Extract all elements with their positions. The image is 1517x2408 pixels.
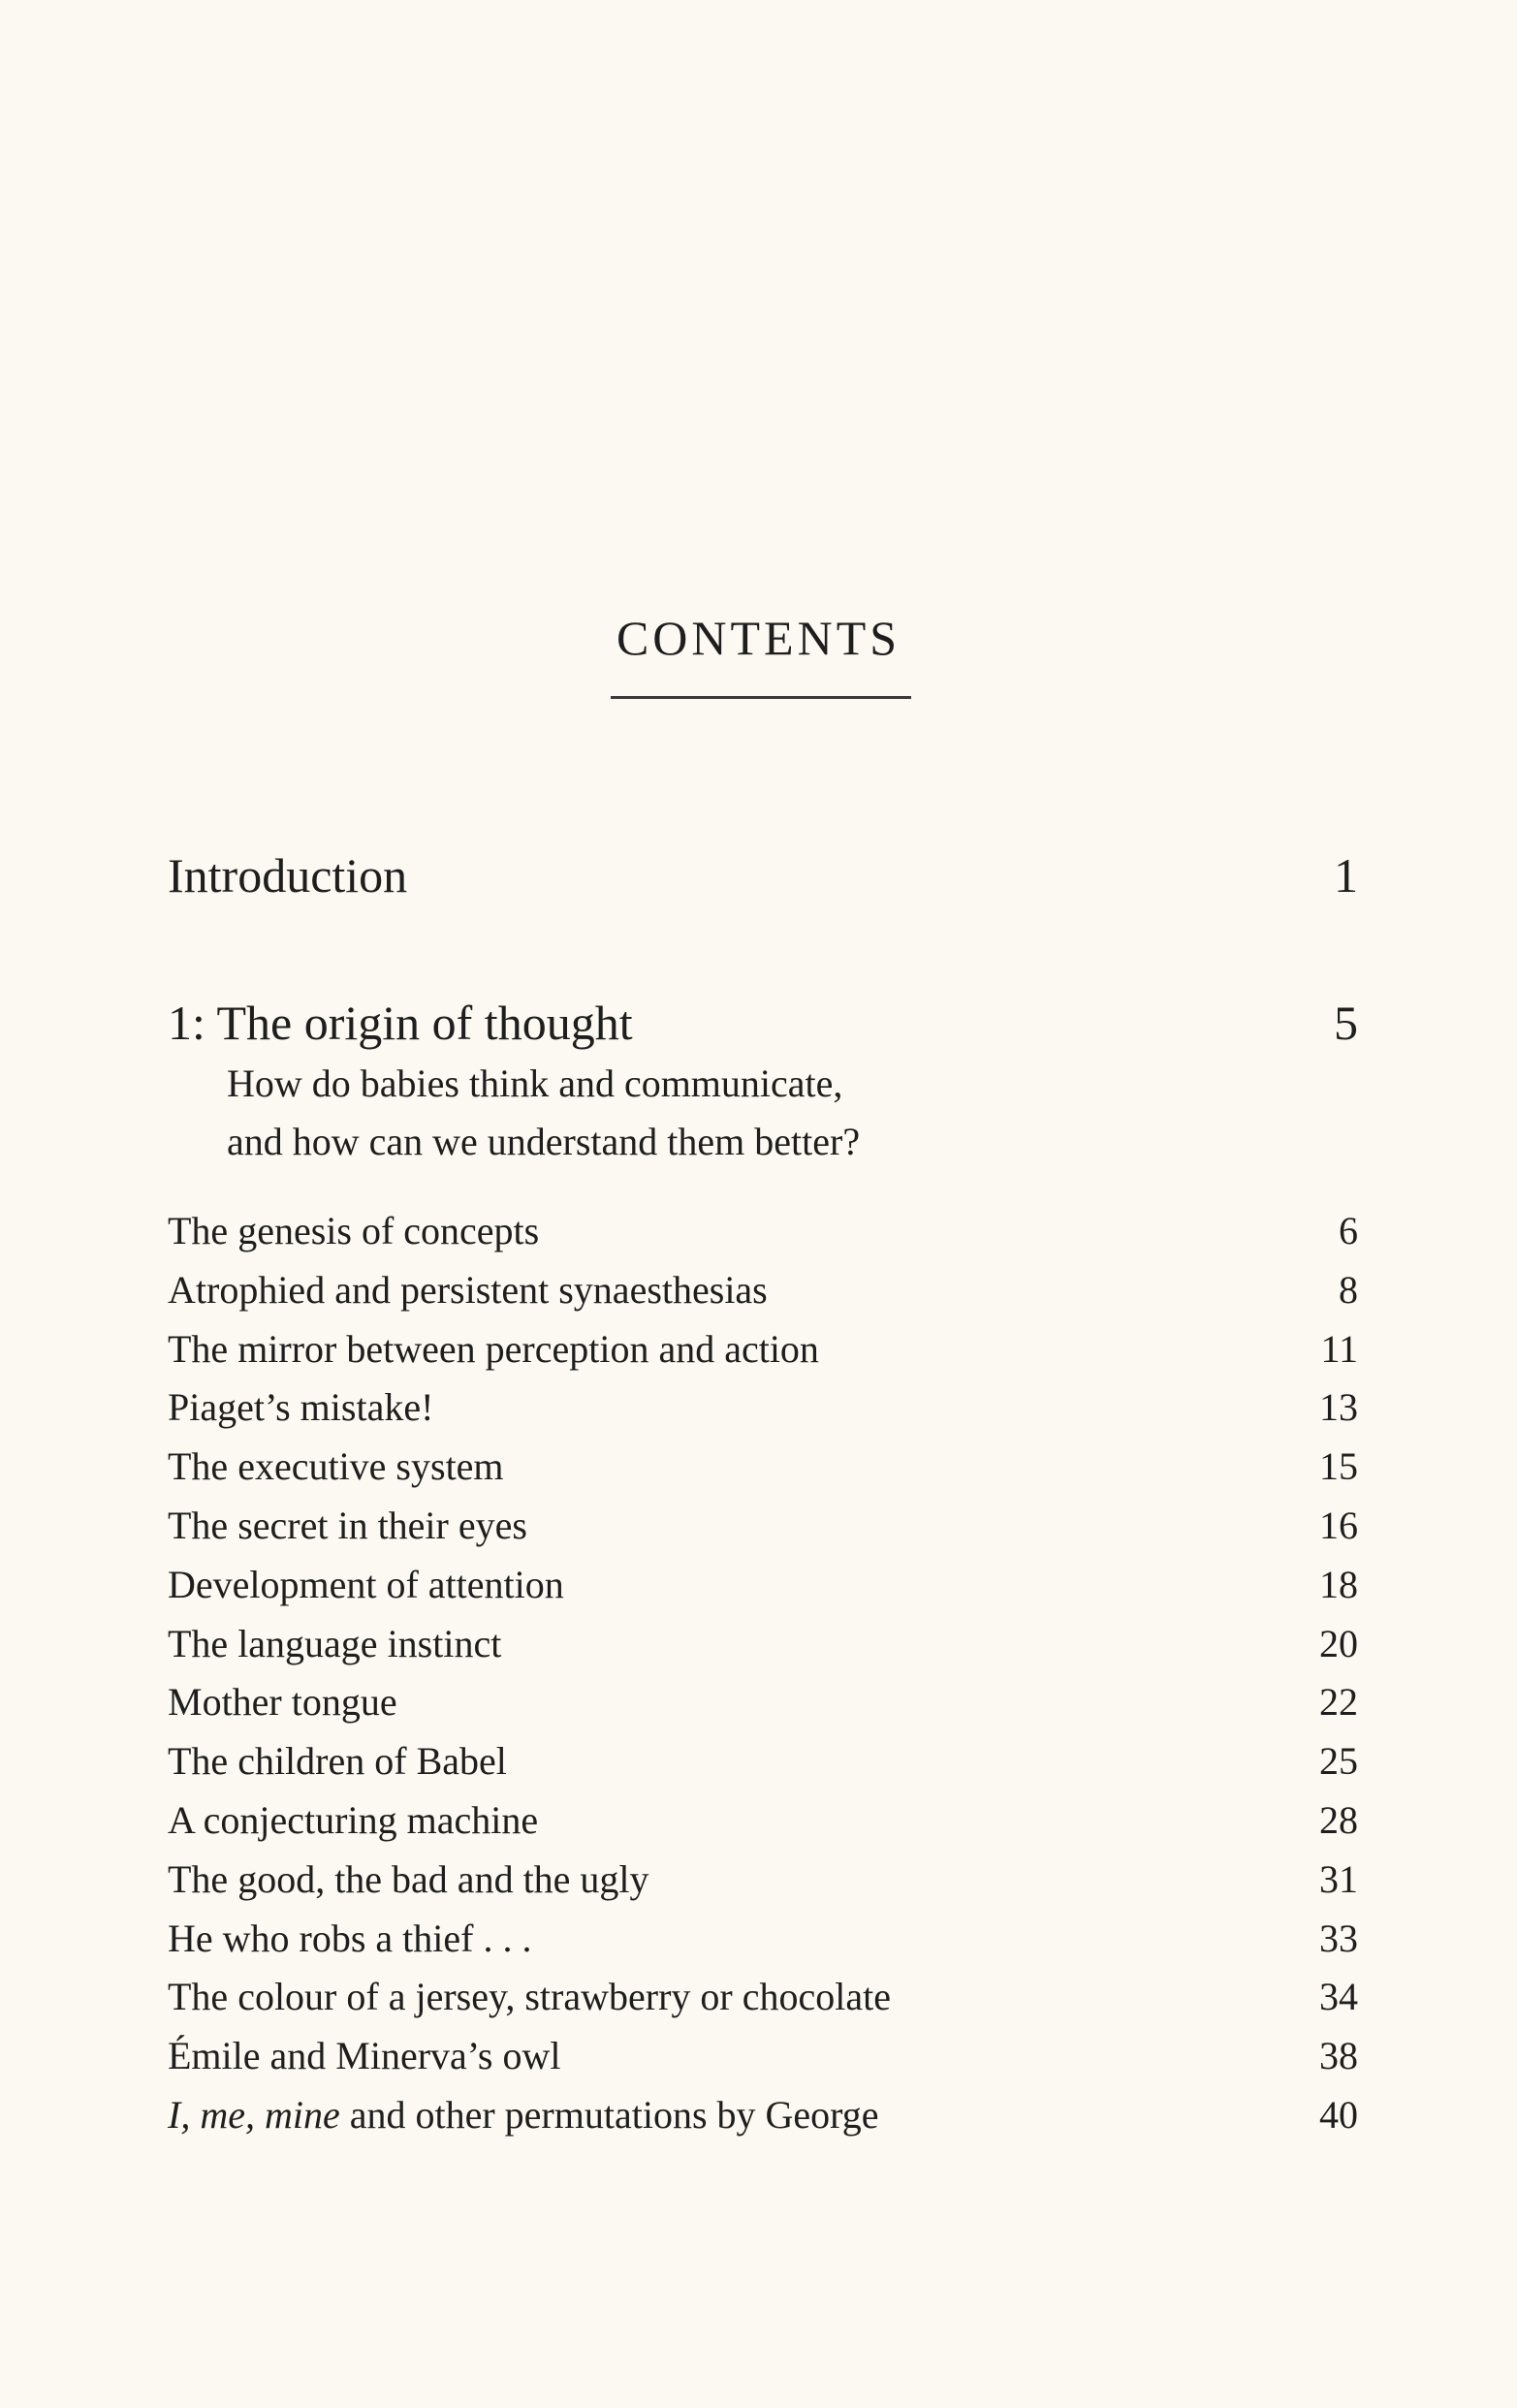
section-title: The good, the bad and the ugly [168, 1856, 649, 1901]
entry-title: Introduction [168, 848, 408, 903]
section-title: Piaget’s mistake! [168, 1385, 434, 1430]
chapter-subtitle-line-2: and how can we understand them better? [227, 1120, 861, 1163]
section-title [168, 2086, 879, 2145]
section-page-number: 18 [1319, 1562, 1358, 1606]
section-title: A conjecturing machine [168, 1797, 539, 1842]
section-title: He who robs a thief . . . [168, 1916, 532, 1960]
section-page-number: 40 [1319, 2092, 1358, 2137]
chapter-title: 1: The origin of thought [168, 996, 633, 1050]
section-page-number: 22 [1319, 1680, 1358, 1725]
section-title: Émile and Minerva’s owl [168, 2034, 561, 2078]
section-page-number: 28 [1319, 1797, 1358, 1842]
section-title: The secret in their eyes [168, 1503, 527, 1547]
section-page-number: 25 [1319, 1739, 1358, 1784]
toc-section-item[interactable] [168, 1202, 1358, 1261]
toc-entry-introduction[interactable] [168, 841, 1358, 909]
chapter-page-number: 5 [1334, 996, 1358, 1050]
section-title: Mother tongue [168, 1680, 397, 1725]
section-page-number: 34 [1319, 1975, 1358, 2019]
section-page-number: 15 [1319, 1444, 1358, 1489]
section-page-number: 13 [1319, 1385, 1358, 1430]
section-page-number: 20 [1319, 1621, 1358, 1665]
toc-section-item[interactable] [168, 1438, 1358, 1497]
entry-page-number: 1 [1334, 848, 1358, 903]
chapter-subtitle-line-1: How do babies think and communicate, [227, 1061, 843, 1105]
section-title: Atrophied and persistent synaesthesias [168, 1267, 768, 1312]
section-page-number: 11 [1320, 1326, 1358, 1371]
title-underline [611, 696, 911, 699]
toc-section-item[interactable] [168, 1556, 1358, 1615]
section-title-rest: and other permutations by George [339, 2092, 879, 2137]
toc-section-item[interactable] [168, 2027, 1358, 2086]
toc-section-item[interactable] [168, 1910, 1358, 1969]
section-title: The colour of a jersey, strawberry or chocolate [168, 1975, 891, 2019]
section-page-number: 8 [1339, 1267, 1358, 1312]
section-page-number: 33 [1319, 1916, 1358, 1960]
section-title: The children of Babel [168, 1739, 507, 1784]
toc-section-item[interactable] [168, 1732, 1358, 1791]
section-page-number: 38 [1319, 2034, 1358, 2078]
toc-section-item[interactable] [168, 1615, 1358, 1674]
toc-section-item[interactable] [168, 1673, 1358, 1732]
page-title: CONTENTS [616, 611, 901, 665]
section-list [168, 1202, 1358, 2145]
toc-section-item[interactable] [168, 1320, 1358, 1379]
toc-entry-chapter-1[interactable] [168, 989, 1358, 1057]
toc-section-item[interactable] [168, 1378, 1358, 1438]
section-title: The executive system [168, 1444, 504, 1489]
toc-section-item[interactable] [168, 1791, 1358, 1851]
section-page-number: 16 [1319, 1503, 1358, 1547]
section-title-italic: I, me, mine [168, 2092, 340, 2137]
section-title: Development of attention [168, 1562, 564, 1606]
section-page-number: 31 [1319, 1856, 1358, 1901]
section-title: The mirror between perception and action [168, 1326, 819, 1371]
toc-section-item[interactable] [168, 1497, 1358, 1556]
toc-section-item[interactable] [168, 1968, 1358, 2027]
toc-section-item[interactable] [168, 2086, 1358, 2145]
toc-section-item[interactable] [168, 1851, 1358, 1910]
section-title: The language instinct [168, 1621, 502, 1665]
section-title: The genesis of concepts [168, 1209, 540, 1252]
section-page-number: 6 [1339, 1209, 1358, 1252]
toc-section-item[interactable] [168, 1261, 1358, 1320]
